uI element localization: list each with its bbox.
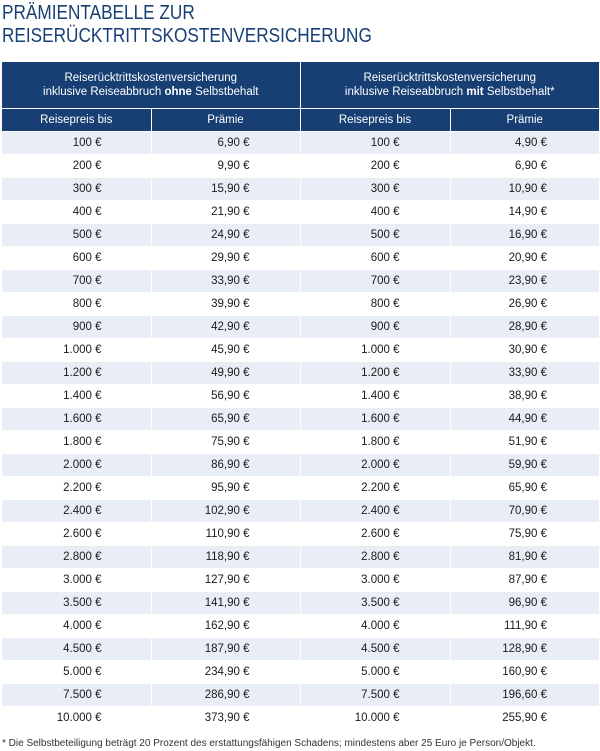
travel-price-cell: 1.800 € [300, 431, 450, 454]
travel-price-cell: 500 € [2, 224, 151, 247]
premium-cell: 96,90 € [450, 592, 599, 615]
premium-cell: 10,90 € [450, 178, 599, 201]
premium-cell: 87,90 € [450, 569, 599, 592]
travel-price-cell: 1.000 € [2, 339, 151, 362]
premium-cell: 15,90 € [151, 178, 300, 201]
travel-price-cell: 900 € [300, 316, 450, 339]
travel-price-cell: 7.500 € [300, 684, 450, 707]
travel-price-cell: 400 € [2, 201, 151, 224]
premium-cell: 95,90 € [151, 477, 300, 500]
travel-price-cell: 2.800 € [300, 546, 450, 569]
table-row [2, 224, 599, 247]
premium-cell: 39,90 € [151, 293, 300, 316]
table-row [2, 339, 599, 362]
travel-price-cell: 5.000 € [2, 661, 151, 684]
column-header-travel-price: Reisepreis bis [2, 109, 151, 132]
table-row [2, 454, 599, 477]
travel-price-cell: 4.500 € [300, 638, 450, 661]
travel-price-cell: 700 € [2, 270, 151, 293]
table-row [2, 362, 599, 385]
table-row [2, 201, 599, 224]
premium-cell: 118,90 € [151, 546, 300, 569]
travel-price-cell: 400 € [300, 201, 450, 224]
premium-cell: 65,90 € [450, 477, 599, 500]
travel-price-cell: 200 € [300, 155, 450, 178]
travel-price-cell: 1.600 € [300, 408, 450, 431]
travel-price-cell: 600 € [2, 247, 151, 270]
travel-price-cell: 1.200 € [300, 362, 450, 385]
travel-price-cell: 500 € [300, 224, 450, 247]
column-header-row [2, 109, 599, 132]
table-row [2, 684, 599, 707]
travel-price-cell: 2.000 € [300, 454, 450, 477]
premium-table [2, 62, 599, 729]
travel-price-cell: 3.000 € [300, 569, 450, 592]
table-row [2, 523, 599, 546]
table-row [2, 132, 599, 155]
table-row [2, 500, 599, 523]
premium-cell: 30,90 € [450, 339, 599, 362]
premium-cell: 255,90 € [450, 707, 599, 730]
group-header-with-deductible: Reiserücktrittskostenversicherung inklusive Reiseabbruch mit Selbstbehalt* [300, 62, 599, 109]
premium-cell: 70,90 € [450, 500, 599, 523]
premium-cell: 286,90 € [151, 684, 300, 707]
premium-cell: 86,90 € [151, 454, 300, 477]
premium-cell: 111,90 € [450, 615, 599, 638]
travel-price-cell: 2.200 € [300, 477, 450, 500]
footnote: * Die Selbstbeteiligung beträgt 20 Prozent des erstattungsfähigen Schadens; mindestens aber 25 Euro je Person/Objekt. [2, 738, 536, 749]
premium-cell: 162,90 € [151, 615, 300, 638]
column-header-premium: Prämie [151, 109, 300, 132]
travel-price-cell: 800 € [300, 293, 450, 316]
premium-cell: 196,60 € [450, 684, 599, 707]
travel-price-cell: 3.000 € [2, 569, 151, 592]
travel-price-cell: 200 € [2, 155, 151, 178]
premium-cell: 9,90 € [151, 155, 300, 178]
travel-price-cell: 10.000 € [2, 707, 151, 730]
table-row [2, 615, 599, 638]
premium-cell: 20,90 € [450, 247, 599, 270]
travel-price-cell: 7.500 € [2, 684, 151, 707]
title-line-1: PRÄMIENTABELLE ZUR [2, 2, 195, 24]
page-title [2, 2, 372, 48]
table-body [2, 132, 599, 730]
travel-price-cell: 4.000 € [300, 615, 450, 638]
premium-cell: 75,90 € [450, 523, 599, 546]
premium-cell: 59,90 € [450, 454, 599, 477]
premium-cell: 21,90 € [151, 201, 300, 224]
premium-cell: 110,90 € [151, 523, 300, 546]
travel-price-cell: 4.500 € [2, 638, 151, 661]
travel-price-cell: 3.500 € [300, 592, 450, 615]
travel-price-cell: 900 € [2, 316, 151, 339]
group-header-row [2, 62, 599, 109]
premium-table-container [2, 62, 599, 729]
travel-price-cell: 2.800 € [2, 546, 151, 569]
travel-price-cell: 1.600 € [2, 408, 151, 431]
travel-price-cell: 300 € [2, 178, 151, 201]
title-line-2: REISERÜCKTRITTSKOSTENVERSICHERUNG [2, 25, 372, 47]
travel-price-cell: 1.000 € [300, 339, 450, 362]
travel-price-cell: 800 € [2, 293, 151, 316]
premium-cell: 75,90 € [151, 431, 300, 454]
travel-price-cell: 1.400 € [2, 385, 151, 408]
group-header-without-deductible: Reiserücktrittskostenversicherung inklusive Reiseabbruch ohne Selbstbehalt [2, 62, 300, 109]
travel-price-cell: 100 € [300, 132, 450, 155]
table-row [2, 385, 599, 408]
premium-cell: 42,90 € [151, 316, 300, 339]
premium-cell: 56,90 € [151, 385, 300, 408]
travel-price-cell: 700 € [300, 270, 450, 293]
travel-price-cell: 2.200 € [2, 477, 151, 500]
premium-cell: 49,90 € [151, 362, 300, 385]
premium-cell: 128,90 € [450, 638, 599, 661]
travel-price-cell: 4.000 € [2, 615, 151, 638]
premium-cell: 141,90 € [151, 592, 300, 615]
table-row [2, 247, 599, 270]
travel-price-cell: 1.800 € [2, 431, 151, 454]
premium-cell: 81,90 € [450, 546, 599, 569]
premium-cell: 65,90 € [151, 408, 300, 431]
table-row [2, 661, 599, 684]
premium-cell: 234,90 € [151, 661, 300, 684]
premium-cell: 45,90 € [151, 339, 300, 362]
column-header-premium: Prämie [450, 109, 599, 132]
premium-cell: 33,90 € [450, 362, 599, 385]
table-row [2, 178, 599, 201]
travel-price-cell: 2.000 € [2, 454, 151, 477]
travel-price-cell: 1.200 € [2, 362, 151, 385]
travel-price-cell: 600 € [300, 247, 450, 270]
premium-cell: 24,90 € [151, 224, 300, 247]
table-row [2, 638, 599, 661]
premium-cell: 33,90 € [151, 270, 300, 293]
travel-price-cell: 2.600 € [300, 523, 450, 546]
table-row [2, 316, 599, 339]
travel-price-cell: 300 € [300, 178, 450, 201]
premium-cell: 29,90 € [151, 247, 300, 270]
premium-cell: 127,90 € [151, 569, 300, 592]
travel-price-cell: 100 € [2, 132, 151, 155]
premium-cell: 373,90 € [151, 707, 300, 730]
table-row [2, 477, 599, 500]
table-row [2, 546, 599, 569]
column-header-travel-price: Reisepreis bis [300, 109, 450, 132]
table-row [2, 707, 599, 730]
table-row [2, 431, 599, 454]
table-row [2, 155, 599, 178]
travel-price-cell: 1.400 € [300, 385, 450, 408]
table-row [2, 408, 599, 431]
premium-cell: 26,90 € [450, 293, 599, 316]
travel-price-cell: 2.600 € [2, 523, 151, 546]
premium-cell: 6,90 € [151, 132, 300, 155]
travel-price-cell: 10.000 € [300, 707, 450, 730]
premium-cell: 51,90 € [450, 431, 599, 454]
premium-cell: 28,90 € [450, 316, 599, 339]
premium-cell: 14,90 € [450, 201, 599, 224]
travel-price-cell: 2.400 € [2, 500, 151, 523]
premium-cell: 102,90 € [151, 500, 300, 523]
premium-cell: 4,90 € [450, 132, 599, 155]
table-row [2, 569, 599, 592]
premium-cell: 6,90 € [450, 155, 599, 178]
premium-cell: 16,90 € [450, 224, 599, 247]
premium-cell: 44,90 € [450, 408, 599, 431]
premium-cell: 38,90 € [450, 385, 599, 408]
table-row [2, 592, 599, 615]
travel-price-cell: 5.000 € [300, 661, 450, 684]
table-row [2, 270, 599, 293]
premium-cell: 160,90 € [450, 661, 599, 684]
table-row [2, 293, 599, 316]
travel-price-cell: 2.400 € [300, 500, 450, 523]
travel-price-cell: 3.500 € [2, 592, 151, 615]
premium-cell: 187,90 € [151, 638, 300, 661]
premium-cell: 23,90 € [450, 270, 599, 293]
